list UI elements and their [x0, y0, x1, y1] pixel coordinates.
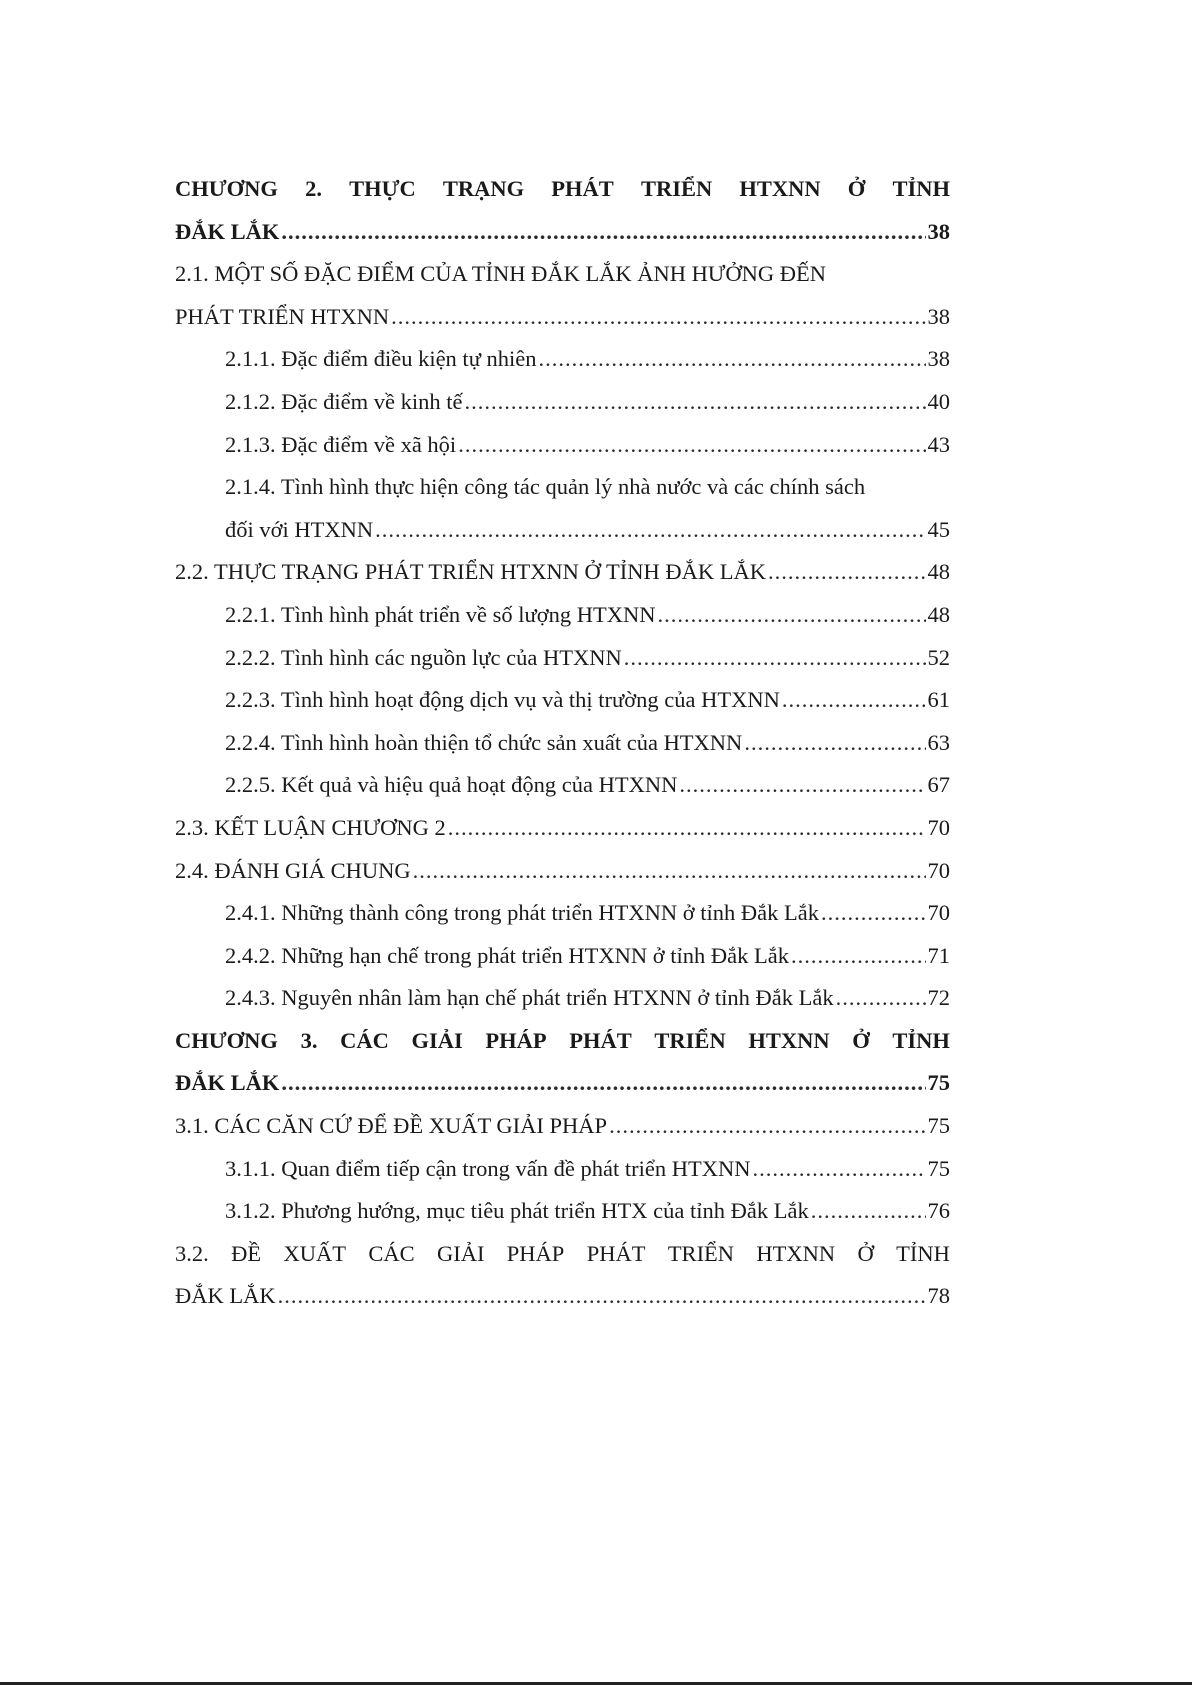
dot-leader: [791, 935, 926, 978]
word: CÁC: [340, 1027, 389, 1053]
word: PHÁP: [506, 1240, 565, 1266]
word: CHƯƠNG: [175, 1027, 278, 1053]
toc-section-3-1[interactable]: [175, 1105, 950, 1148]
dot-leader: [811, 1190, 926, 1233]
dot-leader: [281, 1062, 925, 1105]
toc-entry-title: 2.1.2. Đặc điểm về kinh tế: [225, 388, 463, 414]
word: TRIỂN: [640, 176, 713, 201]
toc-entry-3-1-2[interactable]: [175, 1190, 950, 1233]
toc-entry-2-2-5[interactable]: [175, 764, 950, 807]
toc-section-3-2-title: [175, 1233, 950, 1276]
word: 3.: [300, 1027, 318, 1053]
toc-entry-2-4-3[interactable]: [175, 977, 950, 1020]
toc-page-number: 40: [927, 388, 950, 414]
word: TỈNH: [892, 1027, 950, 1053]
word: TRẠNG: [442, 176, 525, 201]
toc-section-2-1-entry[interactable]: [175, 296, 950, 339]
toc-section-3-2-entry[interactable]: [175, 1275, 950, 1318]
toc-section-2-4[interactable]: [175, 850, 950, 893]
word: GIẢI: [436, 1240, 485, 1266]
dot-leader: [679, 764, 925, 807]
toc-page-number: 71: [927, 942, 950, 968]
word: PHÁT: [551, 176, 614, 201]
toc-section-2-2[interactable]: [175, 551, 950, 594]
dot-leader: [753, 1148, 926, 1191]
toc-page-number: 48: [927, 559, 950, 585]
word: Ở: [857, 1240, 874, 1266]
toc-page-number: 48: [927, 601, 950, 627]
dot-leader: [836, 977, 926, 1020]
toc-page-number: 63: [927, 729, 950, 755]
toc-chapter-2-entry[interactable]: [175, 211, 950, 254]
word: THỰC: [349, 176, 416, 201]
toc-entry-title: ĐẮK LẮK: [175, 218, 280, 244]
toc-entry-2-1-1[interactable]: [175, 338, 950, 381]
toc-entry-title: 3.1.1. Quan điểm tiếp cận trong vấn đề phát triển HTXNN: [225, 1155, 751, 1181]
toc-entry-title: 2.2.2. Tình hình các nguồn lực của HTXNN: [225, 644, 622, 670]
toc-entry-title: 3.1.2. Phương hướng, mục tiêu phát triển HTX của tỉnh Đắk Lắk: [225, 1198, 809, 1224]
toc-entry-title: 2.2. THỰC TRẠNG PHÁT TRIỂN HTXNN Ở TỈNH ĐẮK LẮK: [175, 559, 766, 585]
toc-entry-2-1-4[interactable]: [175, 509, 950, 552]
word: GIẢI: [411, 1027, 463, 1053]
toc-entry-2-1-4-title: [175, 466, 950, 509]
toc-page-number: 38: [927, 303, 950, 329]
word: ĐỀ: [231, 1240, 262, 1266]
toc-page-number: 38: [927, 346, 950, 372]
dot-leader: [821, 892, 926, 935]
toc-entry-2-2-3[interactable]: [175, 679, 950, 722]
dot-leader: [281, 211, 925, 254]
toc-entry-2-1-2[interactable]: [175, 381, 950, 424]
toc-chapter-3-title: [175, 1020, 950, 1063]
dot-leader: [391, 296, 925, 339]
toc-entry-2-2-2[interactable]: [175, 637, 950, 680]
toc-entry-title: 2.4.1. Những thành công trong phát triển HTXNN ở tỉnh Đắk Lắk: [225, 900, 819, 926]
toc-page-number: 78: [927, 1283, 950, 1309]
toc-entry-3-1-1[interactable]: [175, 1148, 950, 1191]
dot-leader: [278, 1275, 926, 1318]
dot-leader: [744, 722, 925, 765]
toc-entry-title: ĐẮK LẮK: [175, 1070, 280, 1096]
word: PHÁP: [485, 1027, 547, 1053]
toc-entry-title: 2.1. MỘT SỐ ĐẶC ĐIỂM CỦA TỈNH ĐẮK LẮK ẢNH HƯỞNG ĐẾN: [175, 261, 826, 287]
word: HTXNN: [748, 1027, 830, 1053]
toc-page-number: 45: [927, 516, 950, 542]
word: TRIỂN: [654, 1027, 726, 1053]
dot-leader: [458, 424, 925, 467]
toc-page-number: 70: [927, 857, 950, 883]
dot-leader: [413, 850, 926, 893]
word: CÁC: [368, 1240, 415, 1266]
toc-entry-title: PHÁT TRIỂN HTXNN: [175, 303, 390, 329]
toc-entry-2-4-2[interactable]: [175, 935, 950, 978]
toc-entry-title: 2.4.2. Những hạn chế trong phát triển HTXNN ở tỉnh Đắk Lắk: [225, 942, 789, 968]
toc-page-number: 67: [927, 772, 950, 798]
word: TỈNH: [892, 176, 950, 201]
toc-entry-title: 2.2.1. Tình hình phát triển về số lượng HTXNN: [225, 601, 656, 627]
dot-leader: [448, 807, 926, 850]
toc-entry-title: 2.1.3. Đặc điểm về xã hội: [225, 431, 457, 457]
toc-entry-title: 3.1. CÁC CĂN CỨ ĐỂ ĐỀ XUẤT GIẢI PHÁP: [175, 1113, 608, 1139]
toc-entry-title: 2.4. ĐÁNH GIÁ CHUNG: [175, 857, 411, 883]
toc-entry-title: 2.1.1. Đặc điểm điều kiện tự nhiên: [225, 346, 537, 372]
toc-page-number: 76: [927, 1198, 950, 1224]
word: PHÁT: [586, 1240, 646, 1266]
toc-section-2-1-title: [175, 253, 950, 296]
word: HTXNN: [739, 176, 821, 201]
toc-entry-title: 2.4.3. Nguyên nhân làm hạn chế phát triển HTXNN ở tỉnh Đắk Lắk: [225, 985, 834, 1011]
dot-leader: [658, 594, 926, 637]
dot-leader: [539, 338, 926, 381]
toc-chapter-2-title: [175, 168, 950, 211]
dot-leader: [464, 381, 925, 424]
toc-chapter-3-entry[interactable]: [175, 1062, 950, 1105]
toc-entry-title: 2.2.5. Kết quả và hiệu quả hoạt động của HTXNN: [225, 772, 678, 798]
toc-page-number: 70: [927, 900, 950, 926]
toc-page-number: 38: [927, 218, 950, 244]
toc-page-number: 52: [927, 644, 950, 670]
word: TỈNH: [896, 1240, 950, 1266]
toc-page-number: 72: [927, 985, 950, 1011]
toc-entry-2-2-4[interactable]: [175, 722, 950, 765]
dot-leader: [782, 679, 926, 722]
word: HTXNN: [756, 1240, 836, 1266]
toc-entry-title: 2.1.4. Tình hình thực hiện công tác quản lý nhà nước và các chính sách: [225, 474, 866, 500]
toc-entry-2-2-1[interactable]: [175, 594, 950, 637]
word: 3.2.: [175, 1240, 209, 1266]
word: 2.: [305, 176, 322, 201]
word: XUẤT: [283, 1240, 346, 1266]
word: PHÁT: [569, 1027, 632, 1053]
toc-entry-2-4-1[interactable]: [175, 892, 950, 935]
toc-entry-title: 2.3. KẾT LUẬN CHƯƠNG 2: [175, 814, 446, 840]
dot-leader: [375, 509, 925, 552]
word: CHƯƠNG: [175, 176, 278, 201]
toc-page-number: 75: [927, 1070, 950, 1096]
toc-entry-title: 2.2.4. Tình hình hoàn thiện tổ chức sản xuất của HTXNN: [225, 729, 743, 755]
dot-leader: [609, 1105, 925, 1148]
word: Ở: [847, 176, 866, 201]
dot-leader: [768, 551, 926, 594]
toc-page-number: 61: [927, 687, 950, 713]
toc-entry-title: ĐẮK LẮK: [175, 1283, 276, 1309]
toc-entry-title: đối với HTXNN: [225, 516, 374, 542]
toc-page-number: 43: [927, 431, 950, 457]
toc-section-2-3[interactable]: [175, 807, 950, 850]
word: Ở: [852, 1027, 870, 1053]
toc-entry-2-1-3[interactable]: [175, 424, 950, 467]
dot-leader: [624, 637, 926, 680]
toc-entry-title: 2.2.3. Tình hình hoạt động dịch vụ và thị trường của HTXNN: [225, 687, 780, 713]
toc-page-number: 75: [927, 1155, 950, 1181]
toc-page-number: 75: [927, 1113, 950, 1139]
toc-page-number: 70: [927, 814, 950, 840]
table-of-contents: [175, 168, 950, 1318]
word: TRIỂN: [667, 1240, 735, 1266]
